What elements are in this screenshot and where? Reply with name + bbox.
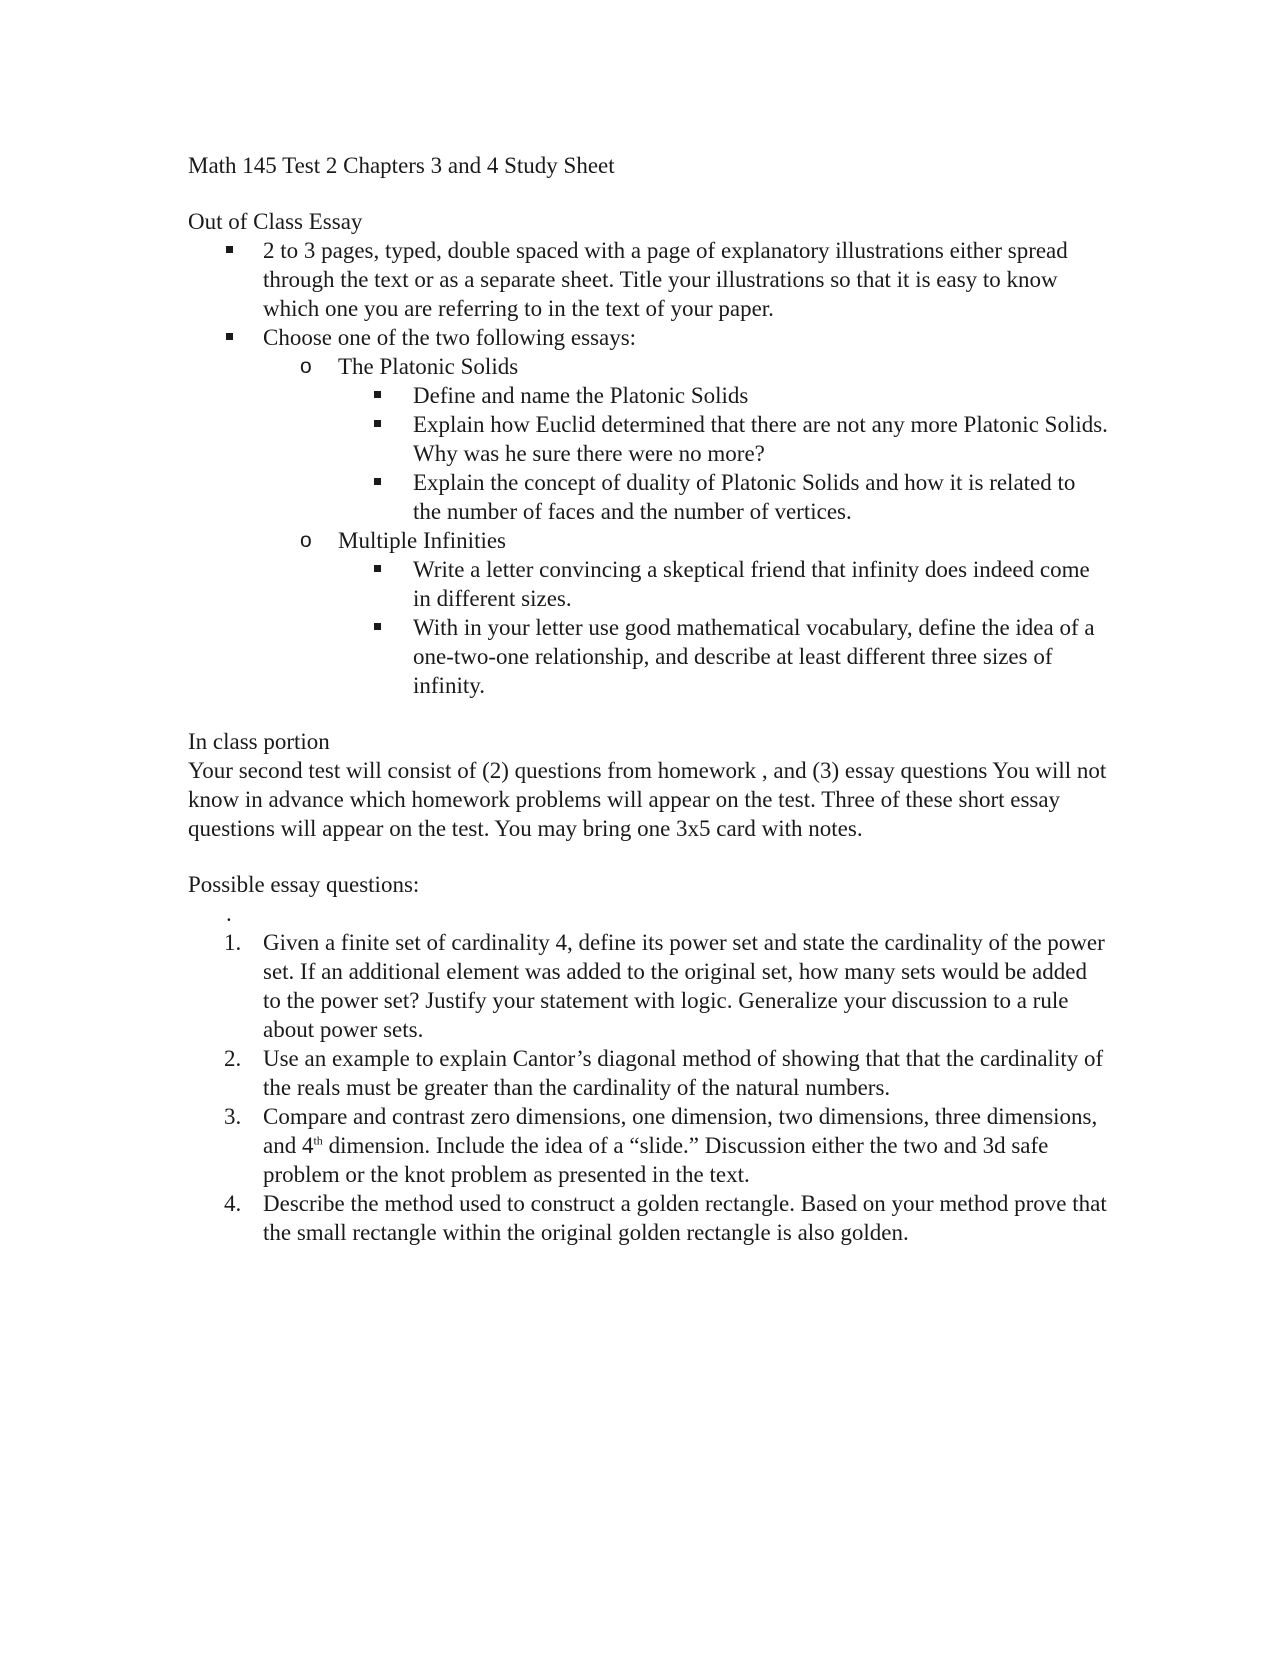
numbered-question [188, 1044, 1108, 1102]
list-item [188, 323, 1108, 352]
square-bullet-icon [374, 555, 381, 584]
spacer [188, 180, 1108, 207]
list-item [188, 468, 1108, 526]
square-bullet-icon [226, 236, 233, 265]
essay-option-title: The Platonic Solids [338, 354, 519, 379]
stray-dot: . [226, 901, 232, 926]
list-item-text: Write a letter convincing a skeptical friend that infinity does indeed come in different sizes. [413, 557, 1090, 611]
list-item-text: 2 to 3 pages, typed, double spaced with a page of explanatory illustrations either spread through the text or as a separate sheet. Title your illustrations so that it is easy to know which one you are referring to in the text of your paper. [263, 238, 1068, 321]
numbered-question [188, 1102, 1108, 1189]
question-text [263, 1104, 1097, 1187]
question-text: Given a finite set of cardinality 4, define its power set and state the cardinality of the power set. If an additional element was added to the original set, how many sets would be added to the power set? Justify your statement with logic. Generalize your discussion to a rule about power sets. [263, 930, 1105, 1042]
section-heading-out-of-class: Out of Class Essay [188, 209, 363, 234]
section-heading-possible-questions: Possible essay questions: [188, 872, 420, 897]
square-bullet-icon [374, 410, 381, 439]
list-item-text: Explain how Euclid determined that there are not any more Platonic Solids. Why was he sure there were no more? [413, 412, 1108, 466]
list-item [188, 236, 1108, 323]
list-item [188, 555, 1108, 613]
essay-option-title: Multiple Infinities [338, 528, 507, 553]
list-item [188, 410, 1108, 468]
list-item [188, 613, 1108, 700]
list-item-text: Choose one of the two following essays: [263, 325, 637, 350]
spacer [188, 843, 1108, 870]
question-number: 1. [224, 930, 242, 955]
spacer [188, 700, 1108, 727]
list-item-text: Explain the concept of duality of Platonic Solids and how it is related to the number of faces and the number of vertices. [413, 470, 1076, 524]
list-item-text: Define and name the Platonic Solids [413, 383, 749, 408]
question-text-part: dimension. Include the idea of a “slide.” Discussion either the two and 3d safe problem or the knot problem as presented in the text. [263, 1133, 1049, 1187]
question-number: 3. [224, 1104, 242, 1129]
square-bullet-icon [374, 381, 381, 410]
question-number: 4. [224, 1191, 242, 1216]
list-item [188, 381, 1108, 410]
list-item-text: With in your letter use good mathematical vocabulary, define the idea of a one-two-one relationship, and describe at least different three sizes of infinity. [413, 615, 1095, 698]
essay-option [188, 526, 1108, 555]
question-text-part: Compare and contrast zero dimensions, one dimension, two dimensions, three dimensions, and 4 [263, 1104, 1098, 1158]
document-body [188, 151, 1108, 1247]
in-class-paragraph: Your second test will consist of (2) questions from homework , and (3) essay questions You will not know in advance which homework problems will appear on the test. Three of these short essay questions will appear on the test. You may bring one 3x5 card with notes. [188, 758, 1107, 841]
question-number: 2. [224, 1046, 242, 1071]
ordinal-superscript: th [313, 1133, 323, 1148]
section-heading-in-class: In class portion [188, 729, 330, 754]
square-bullet-icon [374, 468, 381, 497]
square-bullet-icon [226, 323, 233, 352]
question-text: Use an example to explain Cantor’s diagonal method of showing that that the cardinality of the reals must be greater than the cardinality of the natural numbers. [263, 1046, 1104, 1100]
numbered-question [188, 1189, 1108, 1247]
document-title: Math 145 Test 2 Chapters 3 and 4 Study Sheet [188, 153, 615, 178]
square-bullet-icon [374, 613, 381, 642]
question-text: Describe the method used to construct a golden rectangle. Based on your method prove that the small rectangle within the original golden rectangle is also golden. [263, 1191, 1107, 1245]
circle-bullet-icon: o [300, 355, 312, 378]
numbered-question [188, 928, 1108, 1044]
essay-option [188, 352, 1108, 381]
circle-bullet-icon: o [300, 529, 312, 552]
